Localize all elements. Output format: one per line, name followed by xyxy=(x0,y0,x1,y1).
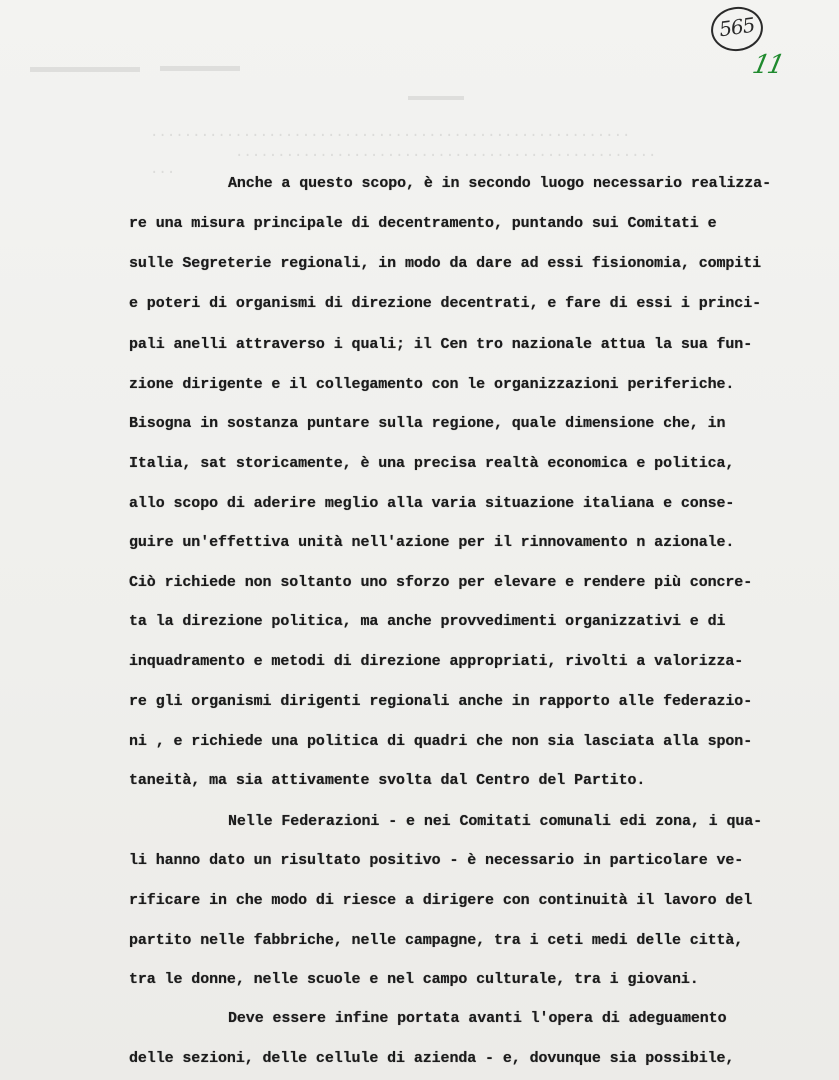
text-line: tra le donne, nelle scuole e nel campo culturale, tra i giovani. xyxy=(129,971,699,988)
text-line: rificare in che modo di riesce a dirigere con continuità il lavoro del xyxy=(129,892,753,909)
text-line: re una misura principale di decentramento, puntando sui Comitati e xyxy=(129,215,717,232)
stamp-number: 565 xyxy=(717,12,756,42)
text-line: zione dirigente e il collegamento con le organizzazioni periferiche. xyxy=(129,376,735,393)
text-line: li hanno dato un risultato positivo - è necessario in particolare ve- xyxy=(129,852,744,869)
text-line: ni , e richiede una politica di quadri che non sia lasciata alla spon- xyxy=(129,733,753,750)
bleed-through-text: ························································· xyxy=(150,128,631,144)
text-line: Anche a questo scopo, è in secondo luogo necessario realizza- xyxy=(228,175,771,192)
text-line: guire un'effettiva unità nell'azione per il rinnovamento n azionale. xyxy=(129,534,735,551)
text-line: delle sezioni, delle cellule di azienda - e, dovunque sia possibile, xyxy=(129,1050,735,1067)
text-line: partito nelle fabbriche, nelle campagne, tra i ceti medi delle città, xyxy=(129,932,744,949)
text-line: allo scopo di aderire meglio alla varia situazione italiana e conse- xyxy=(129,495,735,512)
text-line: inquadramento e metodi di direzione appropriati, rivolti a valorizza- xyxy=(129,653,744,670)
faint-mark xyxy=(408,96,464,100)
text-line: Nelle Federazioni - e nei Comitati comunali edi zona, i qua- xyxy=(228,813,763,830)
text-line: Deve essere infine portata avanti l'opera di adeguamento xyxy=(228,1010,727,1027)
bleed-through-text: ··· xyxy=(150,165,176,181)
text-line: Italia, sat storicamente, è una precisa realtà economica e politica, xyxy=(129,455,735,472)
text-line: e poteri di organismi di direzione decentrati, e fare di essi i princi- xyxy=(129,295,762,312)
folio-mark: 11 xyxy=(749,50,786,80)
text-line: Bisogna in sostanza puntare sulla regione, quale dimensione che, in xyxy=(129,415,726,432)
text-line: re gli organismi dirigenti regionali anche in rapporto alle federazio- xyxy=(129,693,753,710)
page-number-stamp xyxy=(708,4,766,55)
text-line: pali anelli attraverso i quali; il Cen tro nazionale attua la sua fun- xyxy=(129,336,753,353)
text-line: ta la direzione politica, ma anche provvedimenti organizzativi e di xyxy=(129,613,726,630)
text-line: sulle Segreterie regionali, in modo da dare ad essi fisionomia, compiti xyxy=(129,255,762,272)
faint-mark xyxy=(30,67,140,72)
text-line: Ciò richiede non soltanto uno sforzo per elevare e rendere più concre- xyxy=(129,574,753,591)
bleed-through-text: ·················································· xyxy=(235,148,657,164)
text-line: taneità, ma sia attivamente svolta dal Centro del Partito. xyxy=(129,772,646,789)
faint-mark xyxy=(160,66,240,71)
